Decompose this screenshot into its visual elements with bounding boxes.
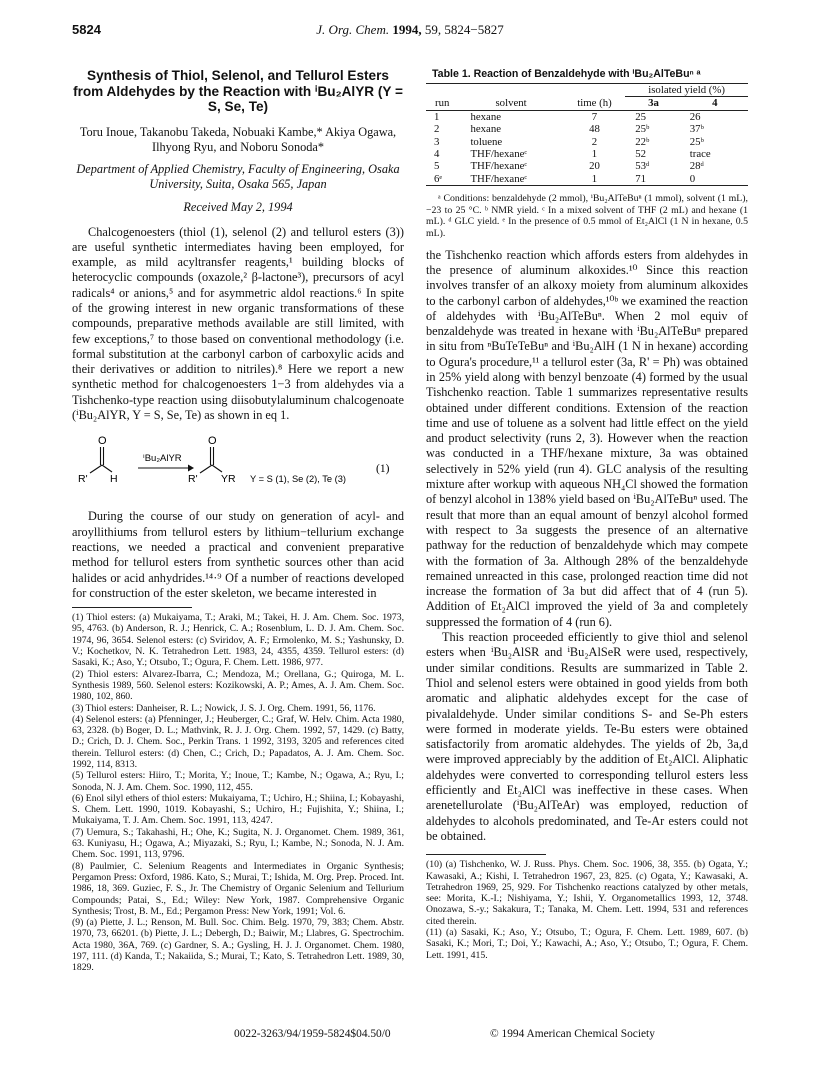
eq-oxygen-right: O xyxy=(208,435,217,448)
footnote-8: (8) Paulmier, C. Selenium Reagents and Intermediates in Organic Synthesis; Pergamon Press: Oxford, 1986. Kato, S.; Murai, T.; Ishida, M. Org. Prep. Proced. Int. 1986, 18, 369. Guziec, F. S., Jr. The Chemistry of Organic Selenium and Tellurium Compounds; Patai, S., Ed.; Wiley: New York, 1987. Comprehensive Organic Synthesis; Trost, B. M., Ed.; Pergamon Press: New York, 1991; Vol. 6. xyxy=(72,860,404,917)
paragraph-results: This reaction proceeded efficiently to give thiol and selenol esters when ⁱBu₂AlSR and ⁱBu₂AlSeR were used, respectively, under similar conditions. Results are summarized in Table 2. Thiol and selenol esters were obtained in good yields from both aromatic and aliphatic aldehydes except for the case of pivalaldehyde. Under similar conditions S- and Se-Ph esters were formed in moderate yields. Te-Bu esters were obtained satisfactorily from aromatic aldehydes. The yields of 2b, 3a,d were improved appreciably by the addition of Et₂AlCl. Aliphatic aldehydes were converted to corresponding tellurol esters less efficiently and Et₂AlCl was ineffective in these cases. When arenetellurolate (ⁱBu₂AlTeAr) was employed, reduction of aldehydes to alcohols predominated, and Te-Ar esters could not be obtained. xyxy=(426,630,748,843)
table-row xyxy=(426,110,748,123)
table-cell: 1 xyxy=(564,173,626,186)
eq-right-r-group: R' xyxy=(188,473,198,486)
table1-header-row xyxy=(426,97,748,110)
paragraph-background: During the course of our study on generation of acyl- and aroyllithiums from tellurol esters by lithium−tellurium exchange reactions, we needed a practical and convenient preparative method for tellurol esters from synthetic sources other than acid halides or acid anhydrides.¹⁴·⁹ Of a number of reactions developed for construction of the ester skeleton, we became interested in xyxy=(72,509,404,600)
table-cell: 2 xyxy=(591,135,598,148)
table-cell: THF/hexaneᶜ xyxy=(470,160,528,173)
footnote-1: (1) Thiol esters: (a) Mukaiyama, T.; Araki, M.; Takei, H. J. Am. Chem. Soc. 1973, 95, 4763. (b) Anderson, R. J.; Henrick, C. A.; Rosenblum, L. D. J. Am. Chem. Soc. 1974, 96, 3654. Selenol esters: (c) Sviridov, A. F.; Ermolenko, M. S.; Yashunsky, D. V.; Kochetkov, N. K. Tetrahedron Lett. 1983, 24, 4355, 4359. Tellurol esters: (d) Sasaki, K.; Aso, Y.; Otsubo, T.; Ogura, F. Chem. Lett. 1986, 977. xyxy=(72,612,404,669)
eq-arrow-head xyxy=(188,465,194,472)
table-cell: 53ᵈ xyxy=(635,160,650,173)
table-cell: 4 xyxy=(434,148,440,161)
footnote-5: (5) Tellurol esters: Hiiro, T.; Morita, Y.; Inoue, T.; Kambe, N.; Ogawa, A.; Ryu, I.; Sonoda, N. J. Am. Chem. Soc. 1990, 112, 455. xyxy=(72,770,404,793)
table-cell: hexane xyxy=(470,110,502,123)
journal-year: 1994, xyxy=(392,22,422,37)
table-cell: 28ᵈ xyxy=(689,160,704,173)
table-cell: 52 xyxy=(635,148,647,161)
table1 xyxy=(426,83,748,186)
table-cell: hexane xyxy=(470,123,502,136)
table-cell: 7 xyxy=(591,110,598,123)
table-cell: 5 xyxy=(434,160,440,173)
table-cell: 37ᵇ xyxy=(689,123,704,136)
table1-body xyxy=(426,110,748,185)
article-code: 0022-3263/94/1959-5824$04.50/0 xyxy=(234,1028,391,1040)
paragraph-intro: Chalcogenoesters (thiol (1), selenol (2) and tellurol esters (3)) are useful synthetic intermediates having been employed, for example, as mild acyltransfer reagents,¹ building blocks of heterocyclic compounds (oxazole,² β-lactone³), precursors of acyl radicals⁴ or anions,⁵ and for asymmetric aldol reactions.⁶ In spite of the growing interest in new organic transformations of these compounds, preparative methods available are still limited, with few exceptions,⁷ to those based on conventional methodology (i.e. formal substitution at the carbonyl carbon of carboxylic acids and their derivatives or addition to nitriles).⁸ Here we report a new synthetic method for chalcogenoesters 1−3 from aldehydes via a Tishchenko-type reaction using diisobutylaluminum chalcogenoate (ⁱBu₂AlYR, Y = S, Se, Te) as shown in eq 1. xyxy=(72,224,404,423)
table1-caption: Table 1. Reaction of Benzaldehyde with ⁱBu₂AlTeBuⁿ ᵃ xyxy=(432,68,701,80)
eq-bond-right-r xyxy=(200,465,212,473)
table1-col-3a: 3a xyxy=(625,97,682,110)
eq-bond-left-h xyxy=(102,465,112,472)
table-cell: 48 xyxy=(589,123,600,136)
footnote-7: (7) Uemura, S.; Takahashi, H.; Ohe, K.; Sugita, N. J. Organomet. Chem. 1989, 361, 63. Kuniyasu, H.; Ogawa, A.; Miyazaki, S.; Ryu, I.; Kambe, N.; Sonoda, N. J. Am. Chem. Soc. 1991, 113, 9796. xyxy=(72,826,404,861)
eq-bond-right-yr xyxy=(212,465,222,472)
table-cell: 71 xyxy=(625,173,682,186)
footnote-rule-right xyxy=(426,854,546,855)
footnote-10: (10) (a) Tishchenko, W. J. Russ. Phys. Chem. Soc. 1906, 38, 355. (b) Ogata, Y.; Kawasaki, A.; Kishi, I. Tetrahedron 1967, 23, 825. (c) Ogata, Y.; Kawasaki, A. Tetrahedron 1969, 25, 929. For Tishchenko reactions catalyzed by other metals, see: Morita, K.-I.; Nishiyama, Y.; Ishii, Y. Organometallics 1993, 12, 3748. Onozawa, S.-y.; Sakakura, T.; Tanaka, M. Chem. Lett. 1994, 531 and references cited therein. xyxy=(426,859,748,927)
table1-col-run: run xyxy=(426,97,458,110)
table-cell: 26 xyxy=(689,110,701,123)
eq-number: (1) xyxy=(376,463,390,476)
table-row xyxy=(426,148,748,160)
footnote-9: (9) (a) Piette, J. L.; Renson, M. Bull. Soc. Chim. Belg. 1970, 79, 383; Chem. Abstr. 1970, 73, 66201. (b) Piette, J. L.; Debergh, D.; Baiwir, M.; Llabres, G. Spectrochim. Acta 1980, 36A, 769. (c) Gardner, S. A.; Gysling, H. J. J. Organomet. Chem. 1980, 197, 111. (d) Kanda, T.; Nakaiida, S.; Murai, T.; Kato, S. Tetrahedron Lett. 1989, 30, 1829. xyxy=(72,917,404,974)
article-title: Synthesis of Thiol, Selenol, and Tellurol Esters from Aldehydes by the Reaction with ⁱBu₂AlYR (Y = S, Se, Te) xyxy=(73,68,403,114)
table-cell: toluene xyxy=(470,135,503,148)
eq-left-r-group: R' xyxy=(78,473,88,486)
journal-citation xyxy=(72,22,748,38)
footnotes-right xyxy=(426,859,748,961)
footnote-11: (11) (a) Sasaki, K.; Aso, Y.; Otsubo, T.; Ogura, F. Chem. Lett. 1989, 607. (b) Sasaki, K.; Mori, T.; Doi, Y.; Kawachi, A.; Aso, Y.; Otsubo, T.; Ogura, F. Chem. Lett. 1991, 415. xyxy=(426,926,748,961)
journal-name: J. Org. Chem. xyxy=(316,22,390,37)
table-cell: THF/hexaneᶜ xyxy=(470,148,528,161)
table-row xyxy=(426,136,748,148)
received-date: Received May 2, 1994 xyxy=(183,199,293,214)
table-cell: 25ᵇ xyxy=(689,135,704,148)
table1-col-solvent: solvent xyxy=(458,97,563,110)
table1-col-4: 4 xyxy=(682,97,748,110)
eq-oxygen-left: O xyxy=(98,435,107,448)
paragraph-tishchenko: the Tishchenko reaction which affords esters from aldehydes in the presence of aluminum alkoxides.¹⁰ Since this reaction involves transfer of an alkoxy moiety from aluminum alkoxides to the carbonyl carbon of aldehydes,¹⁰ᵇ we examined the reaction of aldehydes with ⁱBu₂AlTeBuⁿ. When 2 mol equiv of benzaldehyde was treated in hexane with ⁱBu₂AlTeBuⁿ prepared in situ from ⁿBuTeTeBuⁿ and ⁱBu₂AlH (1 N in hexane) according to Ogura's procedure,¹¹ a tellurol ester (3a, R' = Ph) was obtained in 25% yield along with benzyl benzoate (4) formed by the usual Tishchenko reaction. Table 1 summarizes representative results obtained under different conditions. Extension of the reaction time and use of toluene as a solvent had little effect on the yield and product selectivity (runs 2, 3). However when the reaction was conducted in a THF/hexane mixture, 3a was obtained selectively in 52% yield (run 4). GLC analysis of the resulting mixture after workup with aqueous NH₄Cl showed the formation of benzyl alcohol in 138% yield based on ⁱBu₂AlTeBuⁿ used. The result that more than an equal amount of benzyl alcohol formed with respect to 3a suggests the presence of an alternative pathway for the reduction of benzaldehyde which may compete with the formation of 3a. Although 28% of the benzaldehyde remained unreacted in this case, prolonged reaction time did not increase the formation of 3a but did affect that of 4 (run 5). Addition of Et₂AlCl improved the yield of 3a and completely suppressed the formation of 4 (run 6). xyxy=(426,247,748,629)
footnote-6: (6) Enol silyl ethers of thiol esters: Mukaiyama, T.; Uchiro, H.; Shiina, I.; Kobayashi, S. Chem. Lett. 1990, 1019. Kobayashi, S.; Uchiro, H.; Fujishita, Y.; Shiina, I.; Mukaiyama, T. J. Am. Chem. Soc. 1991, 113, 4247. xyxy=(72,792,404,827)
table1-header-group-row xyxy=(426,84,748,97)
article-affiliation: Department of Applied Chemistry, Faculty of Engineering, Osaka University, Suita, Osaka 565, Japan xyxy=(76,161,400,191)
table-cell: 25 xyxy=(635,110,647,123)
running-header xyxy=(72,22,748,40)
equation-1 xyxy=(72,431,404,499)
table-cell: 1 xyxy=(591,148,598,161)
eq-bond-left-r xyxy=(90,465,102,473)
footnote-rule-left xyxy=(72,607,192,608)
footnote-2: (2) Thiol esters: Alvarez-Ibarra, C.; Mendoza, M.; Orellana, G.; Quiroga, M. L. Synthesis 1989, 560. Selenol esters: Kozikowski, A. P.; Ames, A. J. Am. Chem. Soc. 1980, 102, 860. xyxy=(72,668,404,703)
table-cell: 1 xyxy=(434,110,440,123)
table1-header-group: isolated yield (%) xyxy=(625,84,748,97)
footnote-3: (3) Thiol esters: Danheiser, R. L.; Nowick, J. S. J. Org. Chem. 1991, 56, 1176. xyxy=(72,702,376,714)
table-cell: trace xyxy=(689,148,711,161)
table-cell: 6ᵉ xyxy=(426,173,458,186)
left-column xyxy=(72,68,404,974)
article-authors: Toru Inoue, Takanobu Takeda, Nobuaki Kambe,* Akiya Ogawa, Ilhyong Ryu, and Noboru Sonoda* xyxy=(79,124,397,154)
table-row xyxy=(426,123,748,135)
table-cell: 22ᵇ xyxy=(635,135,650,148)
right-column xyxy=(426,68,748,961)
footnote-4: (4) Selenol esters: (a) Pfenninger, J.; Heuberger, C.; Graf, W. Helv. Chim. Acta 1980, 63, 2328. (b) Boger, D. L.; Mathvink, R. J. J. Org. Chem. 1992, 57, 1429. (c) Batty, D.; Crich, D. J. Chem. Soc., Perkin Trans. 1 1992, 3193, 3205 and references cited therein. Tellurol esters: (d) Chen, C.; Crich, D.; Papadatos, A. J. Am. Chem. Soc. 1992, 114, 8313. xyxy=(72,713,404,770)
eq-reagent: ⁱBu₂AlYR xyxy=(143,453,182,465)
table-cell: 3 xyxy=(434,135,440,148)
table-cell: 0 xyxy=(682,173,748,186)
table-cell: 2 xyxy=(434,123,440,136)
footnotes-left xyxy=(72,612,404,974)
table1-notes: ᵃ Conditions: benzaldehyde (2 mmol), ⁱBu₂AlTeBuⁿ (1 mmol), solvent (1 mL), −23 to 25 °C. ᵇ NMR yield. ᶜ In a mixed solvent of THF (2 mL) and hexane (1 mL). ᵈ GLC yield. ᵉ In the presence of 0.5 mmol of Et₂AlCl (1 N in hexane, 0.5 mL). xyxy=(426,193,748,240)
table-row xyxy=(426,173,748,186)
table-cell: 20 xyxy=(589,160,600,173)
eq-right-yr: YR xyxy=(221,473,236,486)
eq-left-h: H xyxy=(110,473,118,486)
equation-scheme-graphic xyxy=(72,431,404,499)
journal-volume-pages: 59, 5824−5827 xyxy=(424,22,504,37)
page-number: 5824 xyxy=(72,22,101,37)
copyright-notice: © 1994 American Chemical Society xyxy=(490,1028,655,1040)
table-row xyxy=(426,160,748,172)
table1-col-time: time (h) xyxy=(564,97,626,110)
table-cell: THF/hexaneᶜ xyxy=(458,173,563,186)
table-cell: 25ᵇ xyxy=(635,123,650,136)
eq-products: Y = S (1), Se (2), Te (3) xyxy=(250,474,347,485)
